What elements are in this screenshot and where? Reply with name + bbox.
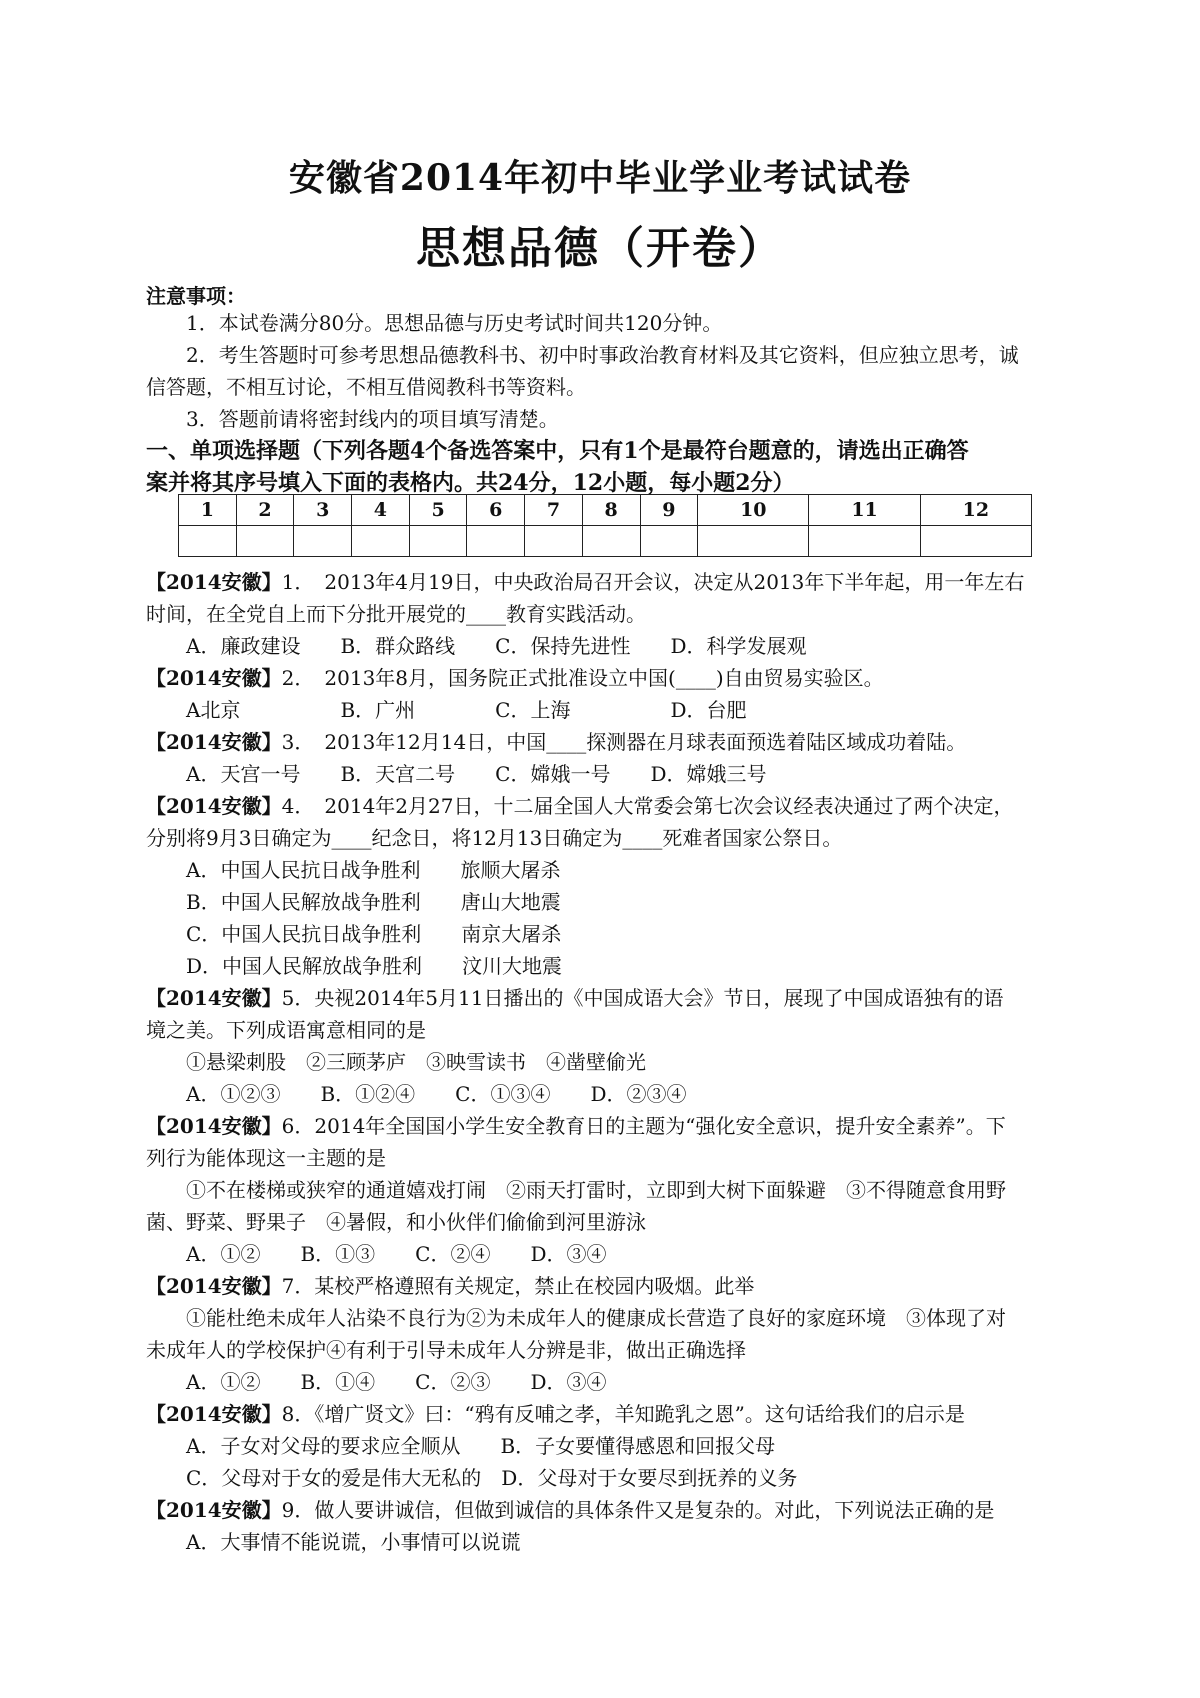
question-4 [146, 790, 1076, 822]
question-statements-cont: 菌、野菜、野果子 ④暑假，和小伙伴们偷偷到河里游泳 [146, 1210, 646, 1234]
exam-title: 安徽省2014年初中毕业学业考试试卷 [288, 157, 912, 199]
answer-cell[interactable] [467, 526, 525, 557]
answer-table-header: 11 [809, 495, 920, 526]
answer-cell[interactable] [525, 526, 583, 557]
question-option: D．中国人民解放战争胜利 汶川大地震 [186, 954, 563, 978]
answer-table-header: 6 [467, 495, 525, 526]
question-tag: 【2014安徽】 [146, 794, 282, 818]
question-text: 7．某校严格遵照有关规定，禁止在校园内吸烟。此举 [281, 1274, 755, 1298]
answer-table-header: 10 [698, 495, 809, 526]
question-options: A．廉政建设 B．群众路线 C．保持先进性 D．科学发展观 [186, 634, 807, 658]
answer-table-header: 12 [920, 495, 1031, 526]
question-tag: 【2014安徽】 [146, 986, 282, 1010]
question-option: C．中国人民抗日战争胜利 南京大屠杀 [186, 922, 562, 946]
question-text-cont: 境之美。下列成语寓意相同的是 [146, 1018, 426, 1042]
question-option: B．中国人民解放战争胜利 唐山大地震 [186, 890, 561, 914]
question-tag: 【2014安徽】 [146, 1274, 282, 1298]
question-3 [146, 726, 1076, 758]
answer-table-header: 8 [582, 495, 640, 526]
question-options: A北京 B．广州 C．上海 D．台肥 [186, 698, 747, 722]
answer-table [178, 494, 1032, 557]
notice-item: 3．答题前请将密封线内的项目填写清楚。 [186, 407, 559, 431]
question-text: 2． 2013年8月，国务院正式批准设立中国(____)自由贸易实验区。 [281, 666, 884, 690]
question-tag: 【2014安徽】 [146, 1114, 282, 1138]
question-tag: 【2014安徽】 [146, 570, 282, 594]
question-text: 1． 2013年4月19日，中央政治局召开会议，决定从2013年下半年起，用一年左右 [281, 570, 1025, 594]
answer-cell[interactable] [409, 526, 467, 557]
question-options: A．天宫一号 B．天宫二号 C．嫦娥一号 D．嫦娥三号 [186, 762, 767, 786]
answer-table-header: 4 [352, 495, 410, 526]
question-option: A．子女对父母的要求应全顺从 B．子女要懂得感恩和回报父母 [186, 1434, 776, 1458]
question-text: 9．做人要讲诚信，但做到诚信的具体条件又是复杂的。对此，下列说法正确的是 [281, 1498, 995, 1522]
notice-item: 信答题，不相互讨论，不相互借阅教科书等资料。 [146, 375, 586, 399]
question-text: 3． 2013年12月14日，中国____探测器在月球表面预选着陆区域成功着陆。 [281, 730, 967, 754]
answer-cell[interactable] [582, 526, 640, 557]
question-text: 6．2014年全国国小学生安全教育日的主题为“强化安全意识，提升安全素养”。下 [281, 1114, 1006, 1138]
question-7 [146, 1270, 1076, 1302]
answer-table-header: 7 [525, 495, 583, 526]
question-statements: ①不在楼梯或狭窄的通道嬉戏打闹 ②雨天打雷时，立即到大树下面躲避 ③不得随意食用野 [186, 1178, 1006, 1202]
answer-cell[interactable] [640, 526, 698, 557]
question-tag: 【2014安徽】 [146, 1498, 282, 1522]
question-2 [146, 662, 1076, 694]
question-options: A．①②③ B．①②④ C．①③④ D．②③④ [186, 1082, 687, 1106]
question-statements: ①悬梁刺股 ②三顾茅庐 ③映雪读书 ④凿壁偷光 [186, 1050, 646, 1074]
answer-table-header: 3 [294, 495, 352, 526]
question-text: 8．《增广贤文》曰：“鸦有反哺之孝，羊知跪乳之恩”。这句话给我们的启示是 [281, 1402, 965, 1426]
answer-table-blank-row [179, 526, 1032, 557]
answer-cell[interactable] [236, 526, 294, 557]
question-statements-cont: 未成年人的学校保护④有利于引导未成年人分辨是非，做出正确选择 [146, 1338, 746, 1362]
answer-cell[interactable] [179, 526, 237, 557]
question-tag: 【2014安徽】 [146, 666, 282, 690]
answer-table-header-row [179, 495, 1032, 526]
section-heading: 一、单项选择题（下列各题4个备选答案中，只有1个是最符台题意的，请选出正确答 [146, 438, 969, 464]
question-1 [146, 566, 1076, 598]
question-text: 5．央视2014年5月11日播出的《中国成语大会》节日，展现了中国成语独有的语 [281, 986, 1004, 1010]
notice-item: 2．考生答题时可参考思想品德教科书、初中时事政治教育材料及其它资料，但应独立思考，诚 [186, 343, 1019, 367]
question-8 [146, 1398, 1076, 1430]
question-9 [146, 1494, 1076, 1526]
answer-table-header: 9 [640, 495, 698, 526]
question-statements: ①能杜绝未成年人沾染不良行为②为未成年人的健康成长营造了良好的家庭环境 ③体现了对 [186, 1306, 1006, 1330]
answer-cell[interactable] [352, 526, 410, 557]
section-heading: 案并将其序号填入下面的表格内。共24分，12小题，每小题2分） [146, 470, 795, 496]
question-option: A．大事情不能说谎，小事情可以说谎 [186, 1530, 521, 1554]
answer-cell[interactable] [294, 526, 352, 557]
answer-cell[interactable] [809, 526, 920, 557]
notice-heading: 注意事项： [146, 284, 246, 308]
answer-cell[interactable] [698, 526, 809, 557]
question-text-cont: 分别将9月3日确定为____纪念日，将12月13日确定为____死难者国家公祭日。 [146, 826, 843, 850]
question-6 [146, 1110, 1076, 1142]
question-option: C．父母对于女的爱是伟大无私的 D．父母对于女要尽到抚养的义务 [186, 1466, 798, 1490]
answer-cell[interactable] [920, 526, 1031, 557]
answer-table-header: 5 [409, 495, 467, 526]
answer-table-header: 2 [236, 495, 294, 526]
answer-table-header: 1 [179, 495, 237, 526]
question-options: A．①② B．①④ C．②③ D．③④ [186, 1370, 607, 1394]
question-text-cont: 列行为能体现这一主题的是 [146, 1146, 386, 1170]
exam-subtitle: 思想品德（开卷） [416, 223, 784, 274]
question-5 [146, 982, 1076, 1014]
question-text-cont: 时间，在全党自上而下分批开展党的____教育实践活动。 [146, 602, 646, 626]
question-tag: 【2014安徽】 [146, 1402, 282, 1426]
notice-item: 1．本试卷满分80分。思想品德与历史考试时间共120分钟。 [186, 311, 723, 335]
question-tag: 【2014安徽】 [146, 730, 282, 754]
question-text: 4． 2014年2月27日，十二届全国人大常委会第七次会议经表决通过了两个决定， [281, 794, 1014, 818]
question-option: A．中国人民抗日战争胜利 旅顺大屠杀 [186, 858, 561, 882]
question-options: A．①② B．①③ C．②④ D．③④ [186, 1242, 607, 1266]
